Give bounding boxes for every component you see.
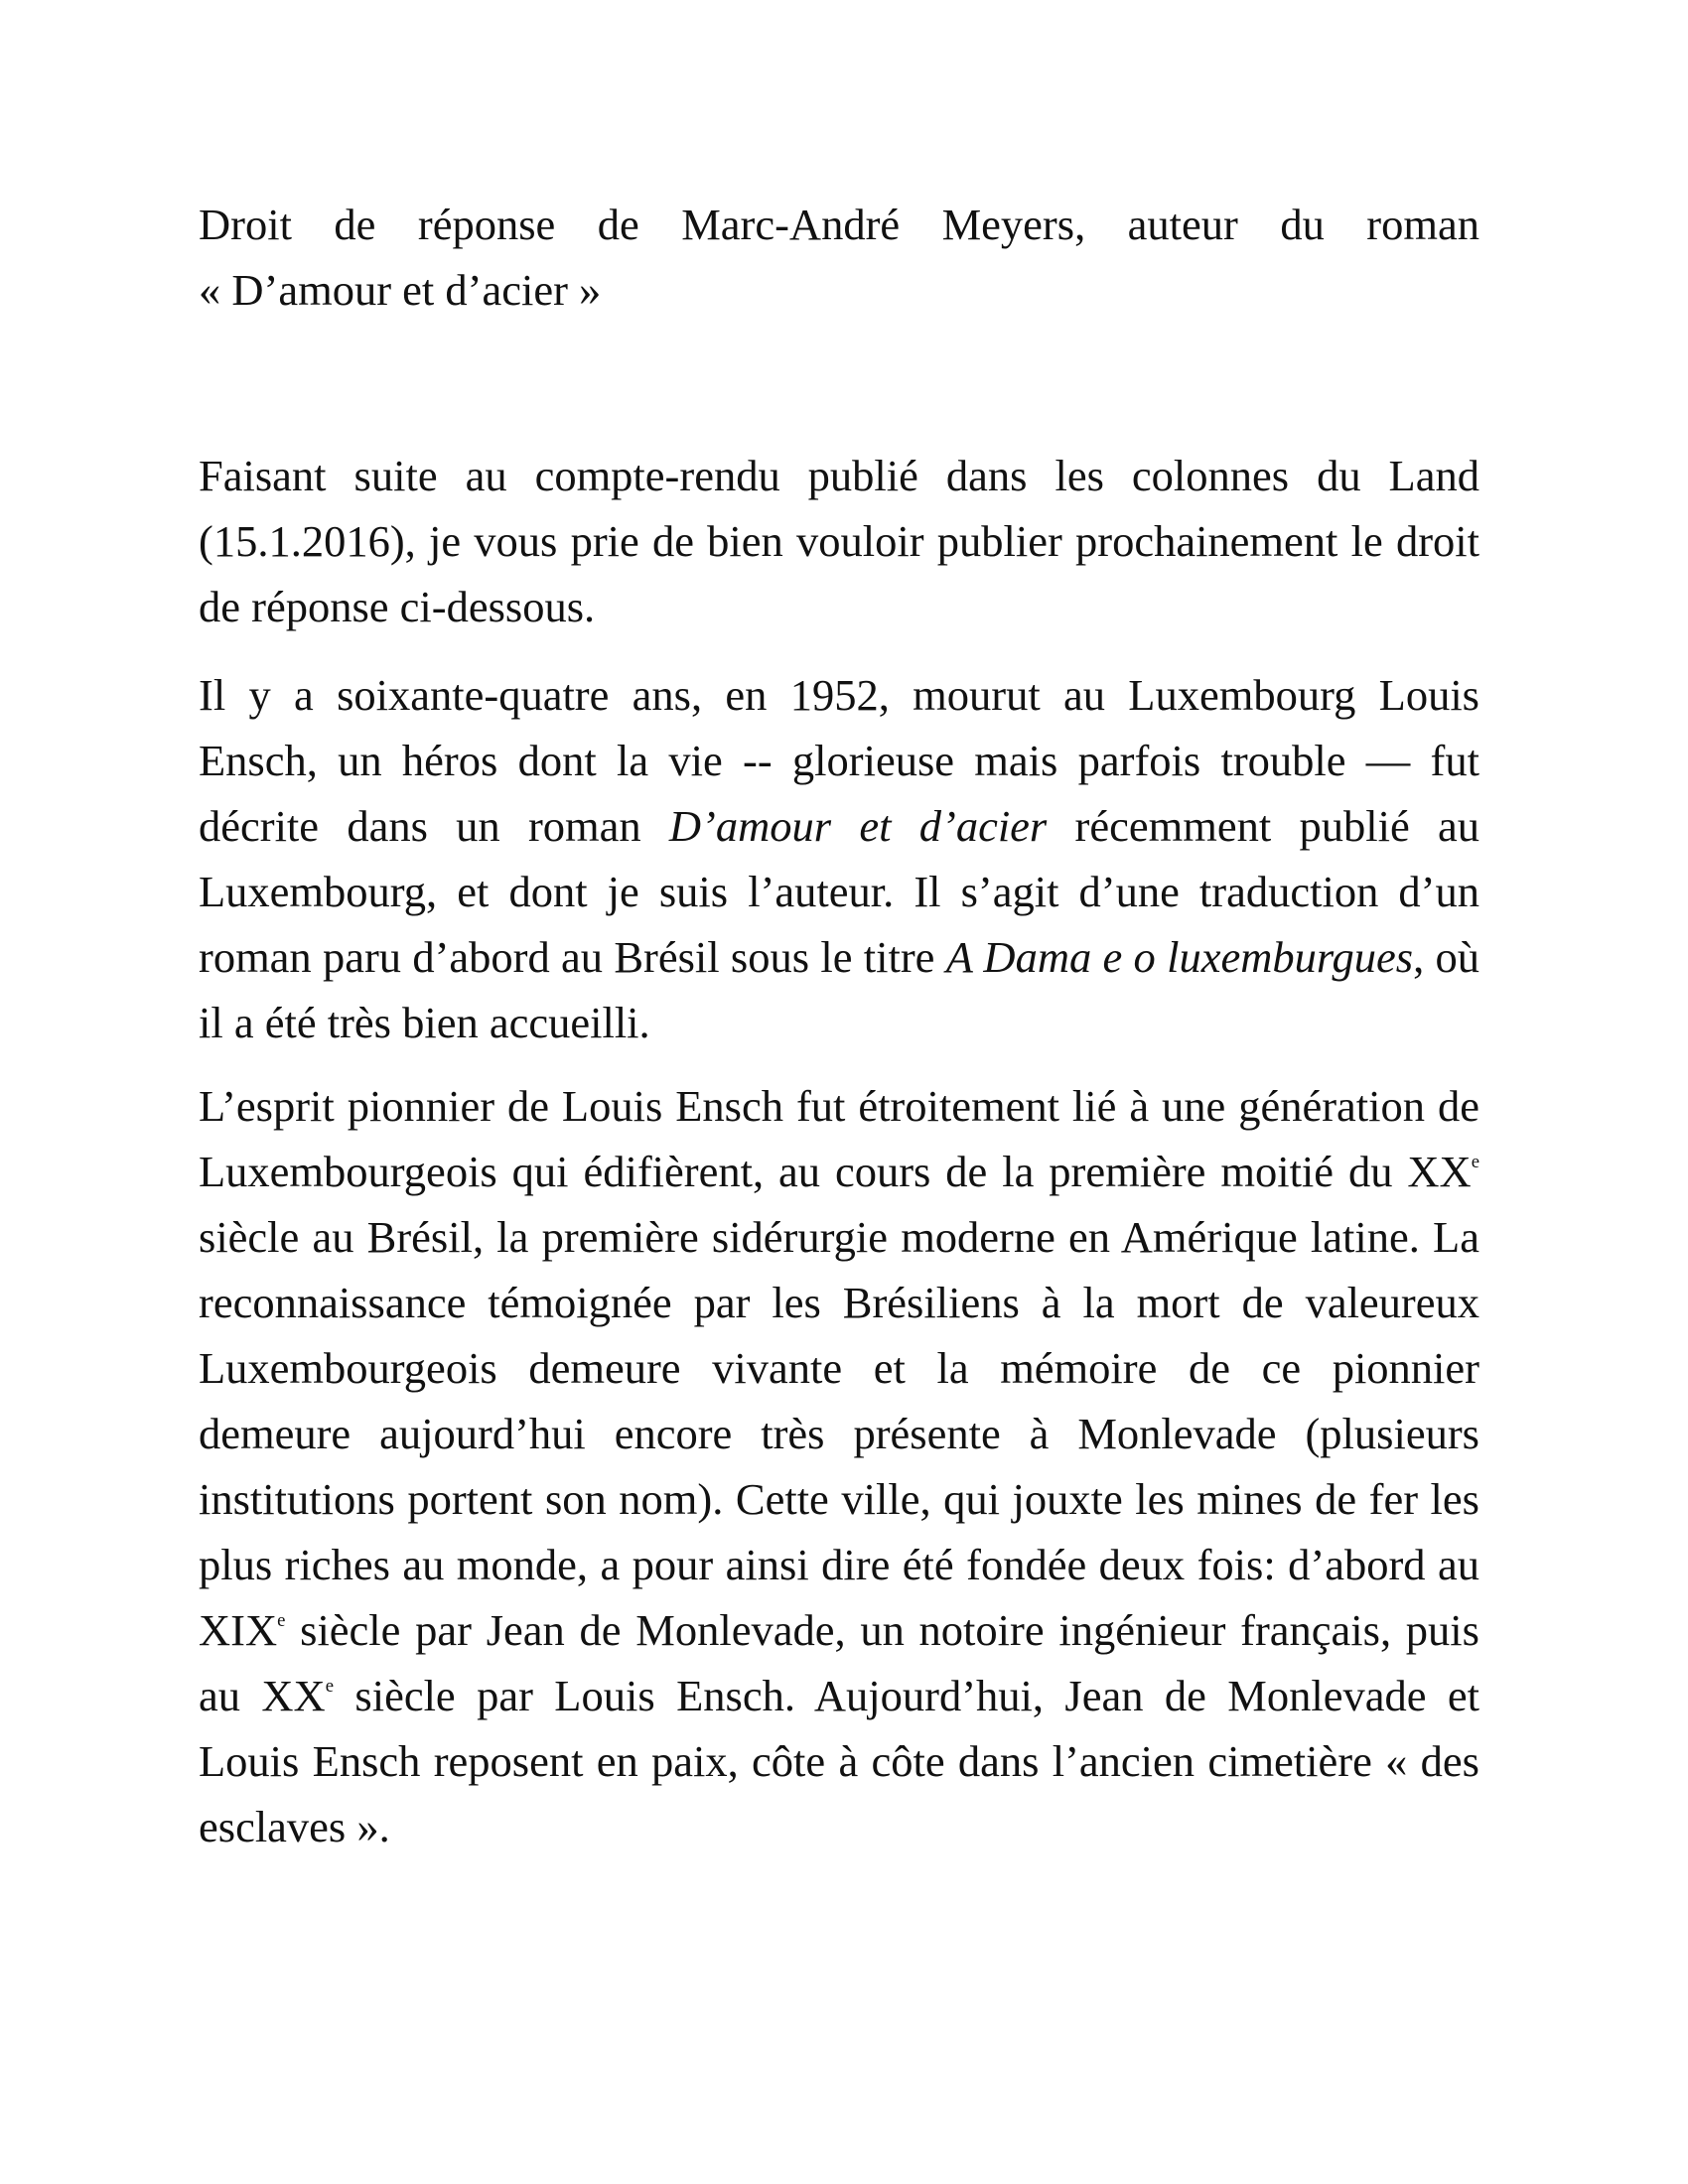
heading-line-1: Droit de réponse de Marc-André Meyers, auteur du roman (199, 200, 1479, 249)
century-superscript: e (1471, 1152, 1479, 1173)
century-superscript: e (325, 1676, 334, 1698)
paragraph-novel-part-1: Il y a soixante-quatre ans, en 1952, mourut au Luxembourg Louis Ensch, un héros dont la vie -- glorieuse mais parfois trouble — fut décrite dans un roman (199, 670, 1479, 851)
paragraph-novel (199, 662, 1479, 1055)
paragraph-pioneer-part-2: siècle au Brésil, la première sidérurgie moderne en Amérique latine. La reconnaissance témoignée par les Brésiliens à la mort de valeureux Luxembourgeois demeure vivante et la mémoire de ce pionnier demeure aujourd’hui encore très présente à Monlevade (plusieurs institutions portent son nom). Cette ville, qui jouxte les mines de fer les plus riches au monde, a pour ainsi dire été fondée deux fois: d’abord au XIX (199, 1212, 1479, 1655)
paragraph-pioneer-part-3: siècle par Jean de Monlevade, un notoire ingénieur français, puis au XX (199, 1605, 1479, 1720)
novel-title-french: D’amour et d’acier (668, 801, 1048, 851)
heading-line-2: « D’amour et d’acier » (199, 265, 602, 315)
paragraph-intro (199, 443, 1479, 639)
century-superscript: e (277, 1610, 286, 1632)
paragraph-intro-text: Faisant suite au compte-rendu publié dans les colonnes du Land (15.1.2016), je vous prie de bien vouloir publier prochainement le droit de réponse ci-dessous. (199, 451, 1479, 631)
paragraph-novel-part-3: , où il a été très bien accueilli. (199, 932, 1480, 1047)
novel-title-portuguese: A Dama e o luxemburgues (945, 932, 1414, 982)
document-heading (199, 192, 1479, 323)
paragraph-novel-part-2: récemment publié au Luxembourg, et dont je suis l’auteur. Il s’agit d’une traduction d’un roman paru d’abord au Brésil sous le titre (199, 801, 1479, 982)
paragraph-pioneer-text (199, 1073, 1479, 1859)
paragraph-pioneer-part-4: siècle par Louis Ensch. Aujourd’hui, Jean de Monlevade et Louis Ensch reposent en paix, côte à côte dans l’ancien cimetière « des esclaves ». (199, 1671, 1479, 1851)
paragraph-pioneer (199, 1073, 1479, 1859)
paragraph-pioneer-part-1: L’esprit pionnier de Louis Ensch fut étroitement lié à une génération de Luxembourgeois qui édifièrent, au cours de la première moitié du XX (199, 1081, 1479, 1196)
paragraph-novel-text (199, 662, 1479, 1055)
